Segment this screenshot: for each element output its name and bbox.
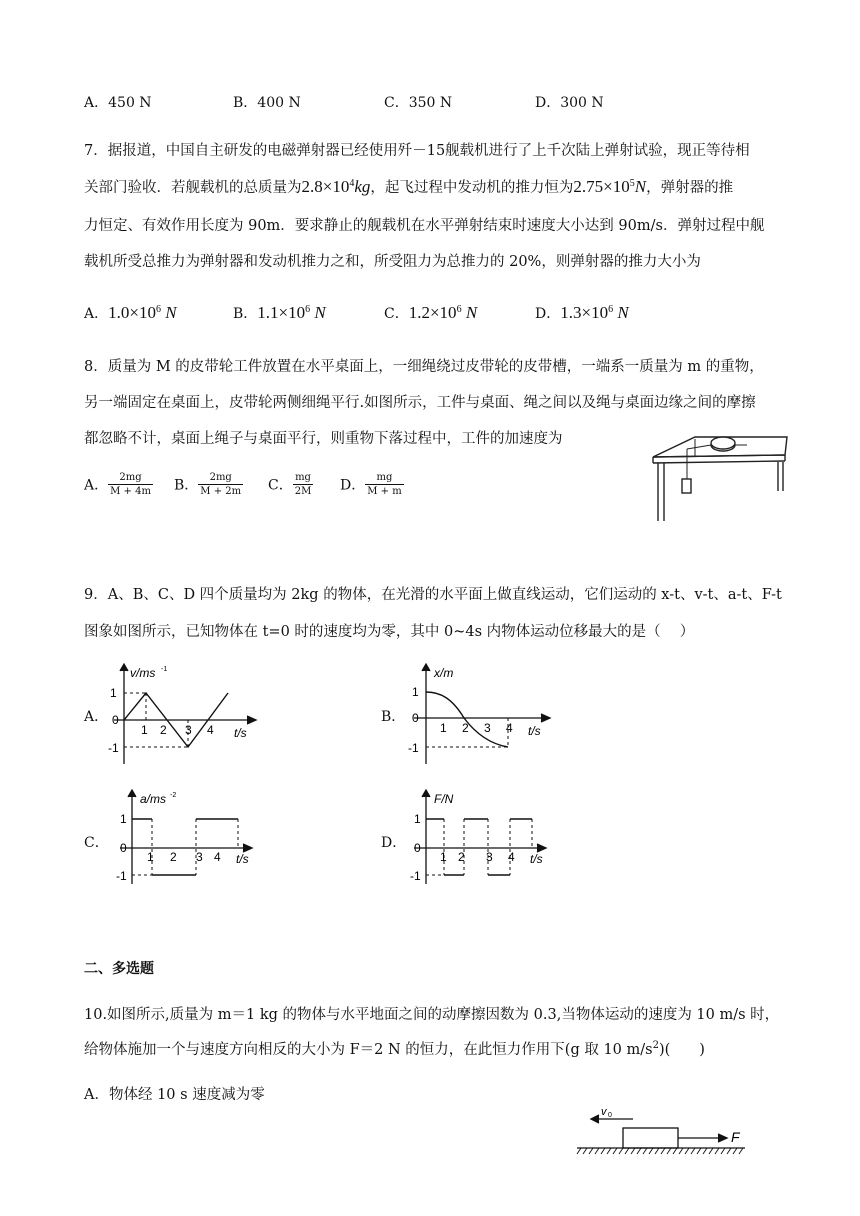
q9-graph-a: [104, 660, 274, 768]
svg-text:1: 1: [440, 850, 447, 864]
q10-line-2: 给物体施加一个与速度方向相反的大小为 F＝2 N 的恒力，在此恒力作用下(g 取 10 $m/s^2$)( ): [84, 1040, 705, 1058]
velocity-sub: 0: [608, 1112, 612, 1119]
q6-option-c: C．350 N: [384, 95, 453, 111]
graph-b-ylabel: x/m: [434, 666, 454, 680]
q7-option-a: A．$1.0\times 10^6$ N: [84, 303, 177, 322]
svg-text:2: 2: [170, 850, 177, 864]
q9-graph-a-label: A．: [84, 709, 109, 725]
svg-text:4: 4: [214, 850, 221, 864]
svg-text:4: 4: [506, 721, 513, 735]
section-heading-multiple-choice: 二、多选题: [84, 961, 154, 977]
q7-line-2: 关部门验收．若舰载机的总质量为$2.8\times 10^4kg$，起飞过程中发动机的推力恒为$2.75\times 10^5N$，弹射器的推: [84, 177, 734, 196]
svg-text:0: 0: [120, 841, 127, 855]
q9-graph-c-label: C．: [84, 835, 109, 851]
svg-text:3: 3: [185, 723, 192, 737]
block-force-figure: [575, 1106, 755, 1156]
q8-option-b: B． $\frac{2mg}{M + 2m}$: [174, 472, 242, 497]
q10-option-a: A．物体经 10 s 速度减为零: [84, 1087, 265, 1103]
graph-c-ysup: -2: [170, 792, 177, 799]
q9-line-2: 图象如图所示，已知物体在 t=0 时的速度均为零，其中 0~4s 内物体运动位移最大的是（ ）: [84, 624, 695, 640]
svg-text:0: 0: [412, 711, 419, 725]
q7-option-d: D．$1.3\times 10^6$ N: [535, 303, 629, 322]
svg-text:-1: -1: [108, 741, 119, 755]
q9-graph-b: [400, 660, 570, 768]
svg-text:1: 1: [147, 850, 154, 864]
velocity-label: v: [601, 1106, 607, 1118]
graph-a-ysup: -1: [161, 666, 168, 673]
q8-option-c: C． $\frac{mg}{2M}$: [268, 472, 312, 497]
q7-option-b: B．$1.1\times 10^6$ N: [233, 303, 326, 322]
svg-text:2: 2: [160, 723, 167, 737]
q8-line-2: 另一端固定在桌面上，皮带轮两侧细绳平行.如图所示，工件与桌面、绳之间以及绳与桌面边缘之间的摩擦: [84, 395, 756, 411]
svg-text:1: 1: [414, 812, 421, 826]
svg-text:t/s: t/s: [530, 852, 543, 866]
svg-text:1: 1: [110, 686, 117, 700]
svg-text:-1: -1: [408, 741, 419, 755]
svg-text:t/s: t/s: [234, 726, 247, 740]
q9-line-1: 9．A、B、C、D 四个质量均为 2kg 的物体，在光滑的水平面上做直线运动，它们运动的 x-t、v-t、a-t、F-t: [84, 587, 782, 603]
q7-line-1: 7．据报道，中国自主研发的电磁弹射器已经使用歼－15舰载机进行了上千次陆上弹射试验，现正等待相: [84, 143, 750, 159]
table-pulley-figure: [645, 425, 795, 525]
graph-d-ylabel: F/N: [434, 792, 454, 806]
svg-text:2: 2: [462, 721, 469, 735]
svg-text:3: 3: [486, 850, 493, 864]
svg-text:0: 0: [414, 841, 421, 855]
q9-graph-d-label: D．: [381, 835, 407, 851]
graph-a-ylabel: v/ms: [130, 666, 156, 680]
svg-text:1: 1: [412, 685, 419, 699]
q6-option-d: D．300 N: [535, 95, 604, 111]
force-label: F: [731, 1129, 740, 1145]
graph-c-ylabel: a/ms: [140, 792, 167, 806]
svg-text:1: 1: [120, 812, 127, 826]
q8-line-3: 都忽略不计，桌面上绳子与桌面平行，则重物下落过程中，工件的加速度为: [84, 431, 563, 447]
q9-graph-b-label: B．: [381, 709, 406, 725]
q10-line-1: 10.如图所示,质量为 m＝1 kg 的物体与水平地面之间的动摩擦因数为 0.3,当物体运动的速度为 10 m/s 时，: [84, 1007, 780, 1023]
svg-text:3: 3: [196, 850, 203, 864]
svg-text:4: 4: [207, 723, 214, 737]
q8-option-d: D． $\frac{mg}{M + m}$: [340, 472, 402, 497]
q8-line-1: 8．质量为 M 的皮带轮工件放置在水平桌面上，一细绳绕过皮带轮的皮带槽，一端系一质量为 m 的重物，: [84, 359, 764, 375]
svg-text:t/s: t/s: [528, 724, 541, 738]
q7-line-4: 载机所受总推力为弹射器和发动机推力之和，所受阻力为总推力的 20%，则弹射器的推力大小为: [84, 254, 701, 270]
q9-graph-d: [404, 786, 564, 886]
svg-text:3: 3: [484, 721, 491, 735]
svg-text:1: 1: [440, 721, 447, 735]
q6-option-b: B．400 N: [233, 95, 301, 111]
svg-text:2: 2: [458, 850, 465, 864]
q7-option-c: C．$1.2\times 10^6$ N: [384, 303, 478, 322]
svg-text:t/s: t/s: [236, 852, 249, 866]
q6-option-a: A．450 N: [84, 95, 152, 111]
svg-text:0: 0: [112, 713, 119, 727]
svg-text:-1: -1: [116, 869, 127, 883]
q7-line-3: 力恒定、有效作用长度为 90m．要求静止的舰载机在水平弹射结束时速度大小达到 90m/s．弹射过程中舰: [84, 218, 765, 234]
q8-option-a: A． $\frac{2mg}{M + 4m}$: [84, 472, 151, 497]
svg-text:1: 1: [141, 723, 148, 737]
q9-graph-c: [110, 786, 270, 886]
svg-text:-1: -1: [410, 869, 421, 883]
svg-text:4: 4: [508, 850, 515, 864]
